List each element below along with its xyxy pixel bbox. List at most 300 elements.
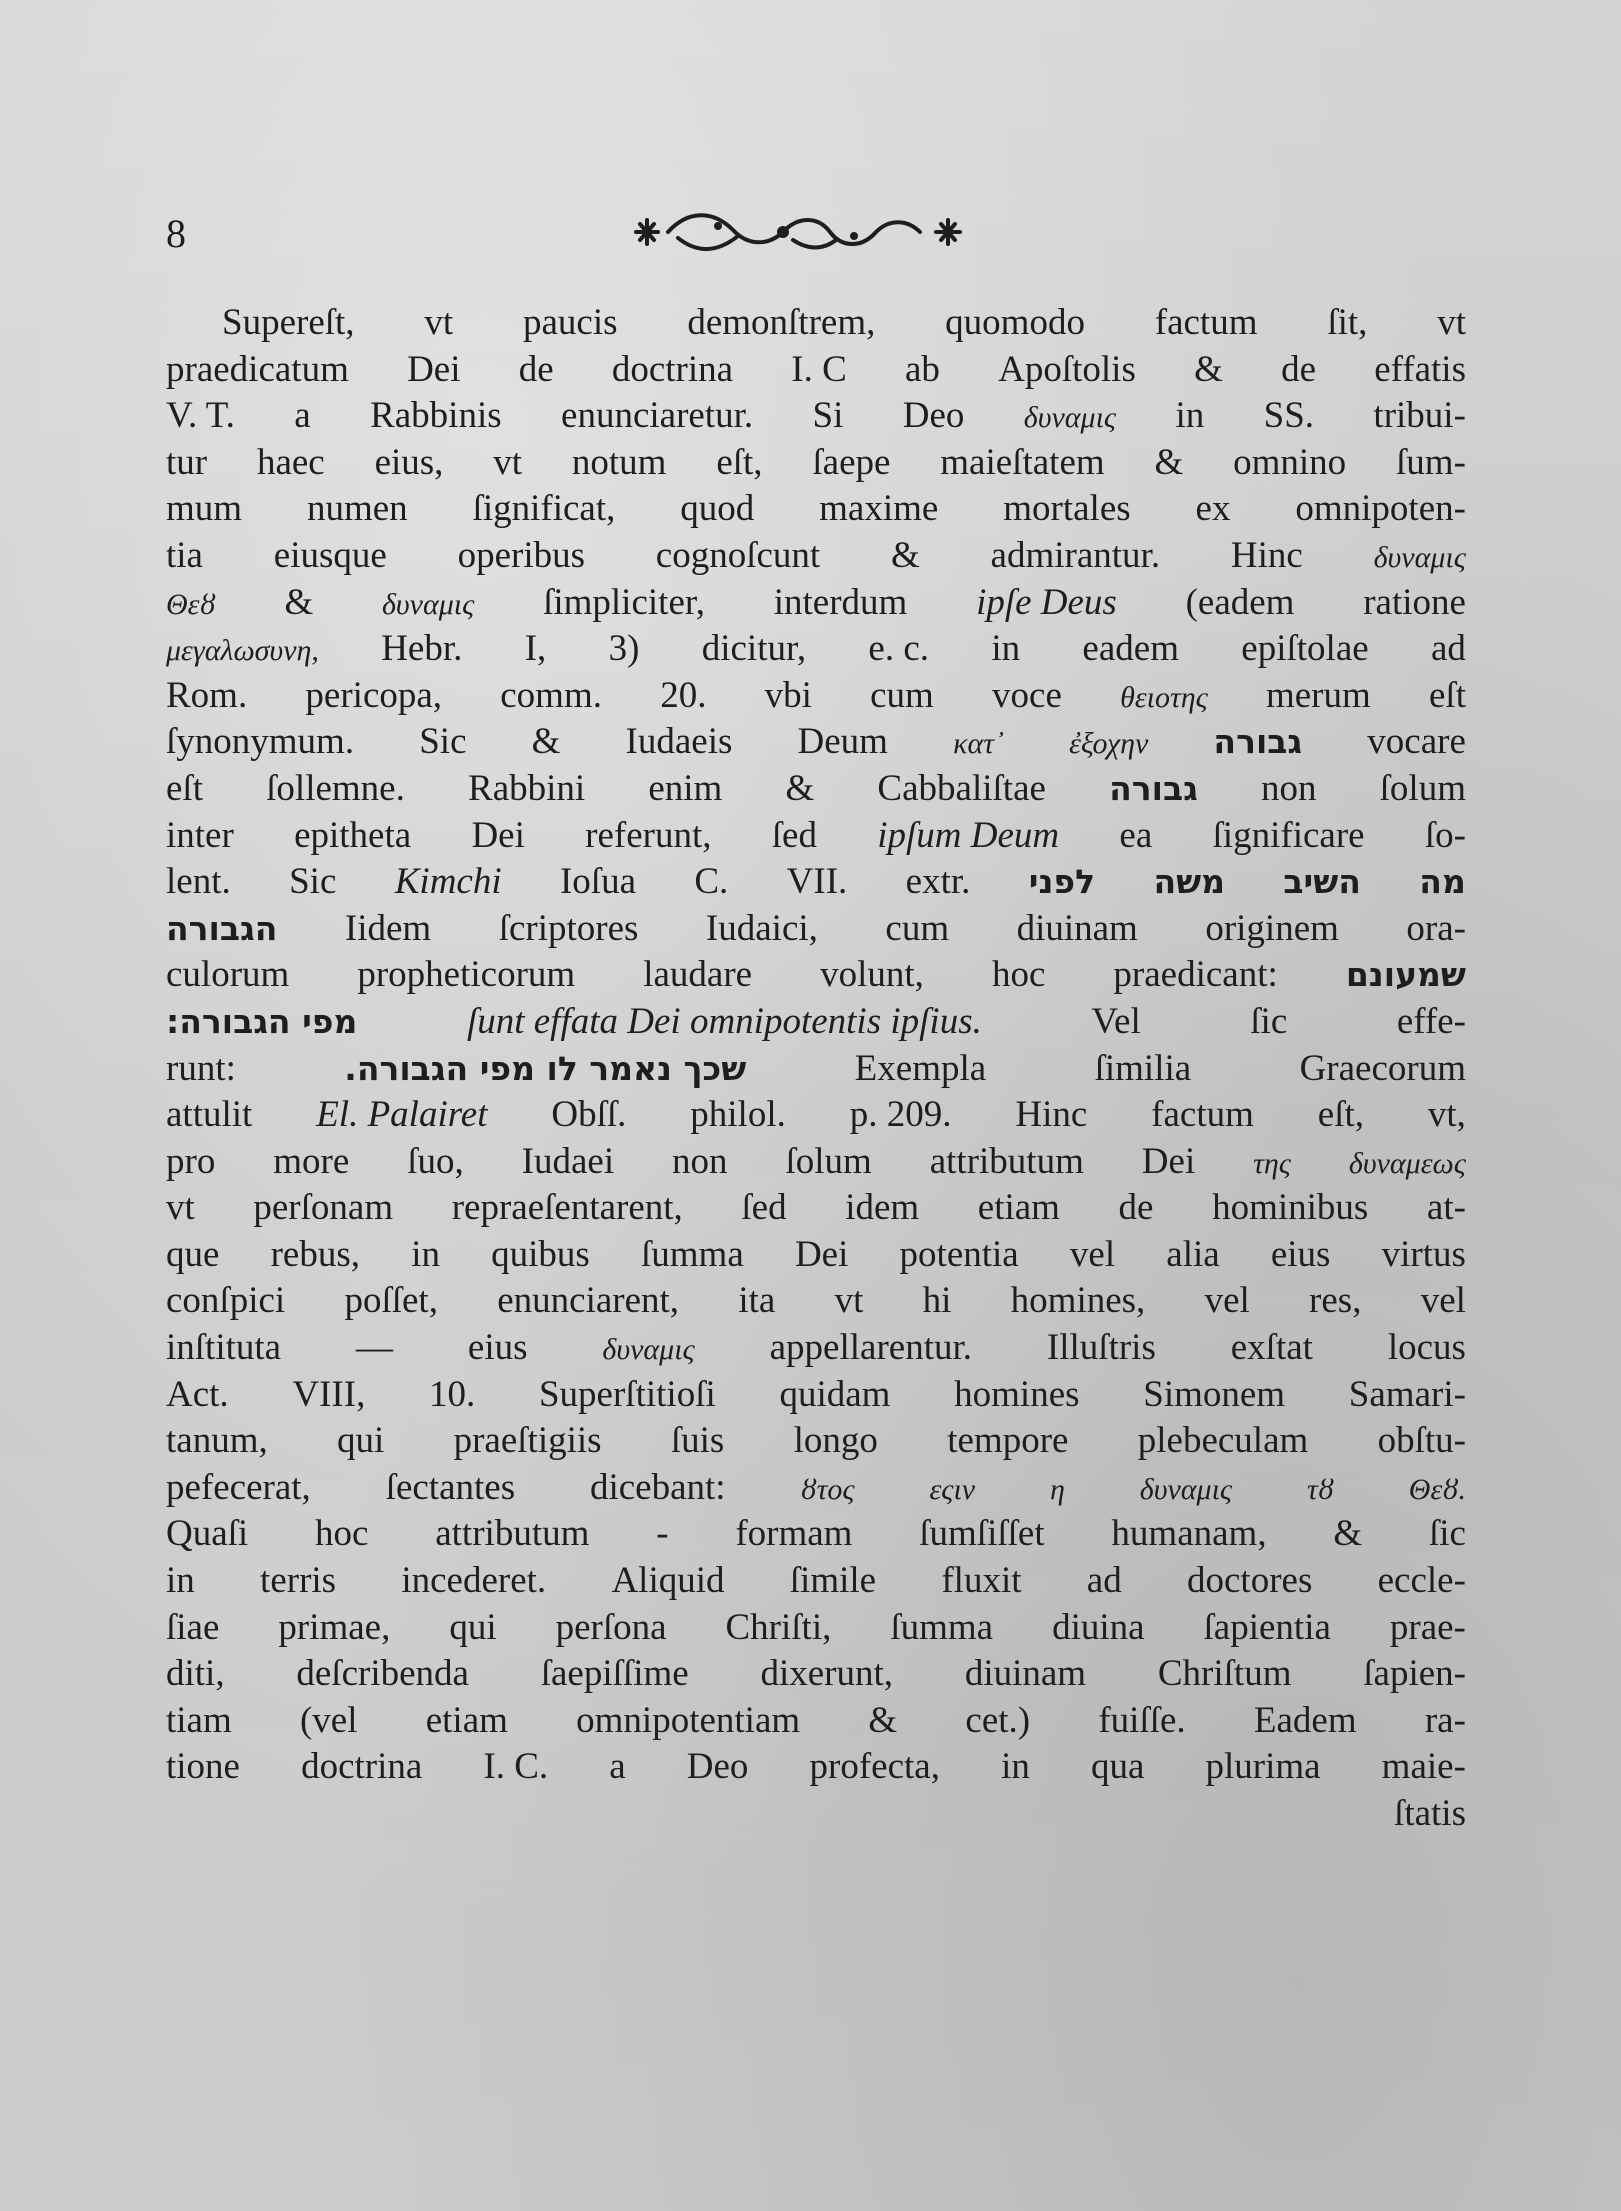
text-line	[166, 1465, 1466, 1512]
word: vt	[1437, 302, 1466, 343]
word: humanam,	[1111, 1513, 1267, 1555]
word: dicebant:	[589, 1466, 726, 1508]
word: volunt,	[820, 954, 924, 996]
word: alia	[1166, 1233, 1220, 1275]
word: at-	[1426, 1187, 1466, 1229]
word: comm.	[500, 674, 602, 716]
word: ſic	[1428, 1513, 1466, 1555]
word: ſynonymum.	[166, 721, 355, 763]
word: repraeſentarent,	[451, 1187, 683, 1229]
word: τȣ	[1306, 1472, 1334, 1506]
word: maie-	[1381, 1746, 1466, 1788]
word: eccle-	[1377, 1560, 1466, 1602]
word: Hinc	[1230, 534, 1303, 576]
text-line	[166, 533, 1466, 580]
word: diuinam	[1016, 907, 1138, 949]
word: 20.	[660, 674, 707, 716]
word: de	[1281, 348, 1316, 390]
word: non	[1260, 767, 1317, 809]
word: Graecorum	[1299, 1047, 1466, 1089]
word: maieſtatem	[940, 441, 1105, 483]
word: praeſtigiis	[453, 1420, 602, 1462]
word: eſt,	[1317, 1094, 1365, 1136]
word: —	[356, 1327, 393, 1369]
word: V. T.	[166, 395, 235, 437]
word: attulit	[166, 1094, 253, 1136]
word: operibus	[457, 534, 586, 576]
word: ſumma	[641, 1233, 744, 1275]
word: Superſtitioſi	[538, 1373, 716, 1415]
word: I. C	[791, 348, 847, 390]
text-line	[166, 1278, 1466, 1325]
word: exſtat	[1230, 1327, 1313, 1369]
word: hominibus	[1212, 1187, 1369, 1229]
word: doctrina	[611, 348, 734, 390]
text-line	[166, 300, 1466, 347]
word: vt	[834, 1280, 864, 1322]
word: Eadem	[1253, 1699, 1357, 1741]
word: &	[1154, 441, 1184, 483]
word: Vel	[1091, 1000, 1141, 1042]
word: eſt	[166, 767, 203, 809]
word: ex	[1195, 488, 1231, 530]
word: ipſum Deum	[877, 814, 1060, 856]
word: &	[531, 721, 561, 763]
word: Dei	[407, 348, 461, 390]
word: VII.	[786, 861, 848, 903]
word: vt,	[1427, 1094, 1466, 1136]
word: cum	[870, 674, 934, 716]
word: ſo-	[1424, 814, 1466, 856]
word: conſpici	[166, 1280, 286, 1322]
word: tanum,	[166, 1420, 268, 1462]
word: propheticorum	[357, 954, 576, 996]
word: Rabbini	[468, 767, 586, 809]
word: doctores	[1187, 1560, 1313, 1602]
word: Deum	[797, 721, 888, 763]
word: quod	[680, 488, 755, 530]
text-line	[166, 859, 1466, 906]
word: -	[656, 1513, 669, 1555]
word: inſtituta	[166, 1327, 282, 1369]
text-line	[166, 813, 1466, 860]
word: Deo	[686, 1746, 749, 1788]
word: ſignificare	[1212, 814, 1365, 856]
word: Iudaeis	[625, 721, 733, 763]
word: merum	[1265, 674, 1371, 716]
word: plebeculam	[1137, 1420, 1309, 1462]
word: C.	[694, 861, 729, 903]
word: ἐξοχην	[1069, 727, 1149, 761]
word: ſum-	[1396, 441, 1466, 483]
word: גבורה	[1213, 722, 1303, 762]
word: ſtatis	[1394, 1793, 1466, 1834]
word: I,	[524, 628, 547, 670]
word: לפני	[1028, 862, 1096, 902]
word: &	[868, 1699, 898, 1741]
word: in	[411, 1233, 440, 1275]
word: maxime	[819, 488, 939, 530]
word: 10.	[429, 1373, 476, 1415]
word: Iudaici,	[705, 907, 818, 949]
word: Rom.	[166, 674, 248, 716]
word: tribui-	[1373, 395, 1466, 437]
word: enunciarent,	[497, 1280, 680, 1322]
word: omnino	[1233, 441, 1347, 483]
word: inter	[166, 814, 234, 856]
word: poſſet,	[344, 1280, 438, 1322]
word: hoc	[991, 954, 1046, 996]
word: η	[1049, 1472, 1065, 1506]
word: mortales	[1003, 488, 1131, 530]
word: rebus,	[270, 1233, 361, 1275]
word: ſapientia	[1203, 1606, 1331, 1648]
word: ipſe Deus	[976, 581, 1117, 623]
word: δυναμις	[381, 587, 475, 621]
word: virtus	[1381, 1233, 1466, 1275]
text-line	[166, 1698, 1466, 1745]
word: primae,	[278, 1606, 391, 1648]
word: praedicant:	[1113, 954, 1278, 996]
word: ab	[904, 348, 940, 390]
word: a	[294, 395, 311, 437]
word: numen	[306, 488, 408, 530]
word: fluxit	[941, 1560, 1022, 1602]
text-line	[166, 486, 1466, 533]
word: hi	[922, 1280, 952, 1322]
word: ſimilia	[1094, 1047, 1192, 1089]
text-line	[166, 999, 1466, 1046]
word: מה	[1419, 862, 1466, 902]
word: vt	[166, 1187, 195, 1229]
text-line	[166, 719, 1466, 766]
word: mum	[166, 488, 243, 530]
text-line	[166, 1605, 1466, 1652]
text-line	[166, 1418, 1466, 1465]
word: in	[1001, 1746, 1030, 1788]
text-line	[166, 1325, 1466, 1372]
word: a	[609, 1746, 626, 1788]
word: ſit,	[1327, 302, 1368, 343]
word: μεγαλωσυνη,	[166, 634, 319, 668]
word: 3)	[608, 628, 640, 670]
word: δυναμις	[602, 1333, 695, 1367]
text-line	[166, 766, 1466, 813]
word: extr.	[905, 861, 971, 903]
word: hoc	[315, 1513, 369, 1555]
word: &	[284, 581, 314, 623]
word: Chriſtum	[1157, 1653, 1292, 1695]
word: de	[518, 348, 554, 390]
word: cognoſcunt	[655, 534, 821, 576]
word: tur	[166, 441, 208, 483]
word: Sic	[289, 861, 337, 903]
word: Quaſi	[166, 1513, 249, 1555]
text-line	[166, 1744, 1466, 1791]
word: in	[1175, 395, 1205, 437]
word: epitheta	[294, 814, 412, 856]
page-number: 8	[166, 211, 186, 256]
word: eius,	[374, 441, 444, 483]
word: p. 209.	[849, 1094, 952, 1136]
word: enunciaretur.	[561, 395, 754, 437]
text-line	[166, 1046, 1466, 1093]
word: ſignificat,	[472, 488, 616, 530]
word: Supereſt,	[222, 302, 355, 343]
word: vt	[424, 302, 454, 343]
word: השיב	[1283, 862, 1361, 902]
word: perſona	[555, 1606, 667, 1648]
word: homines	[954, 1373, 1080, 1415]
word: in	[991, 628, 1021, 670]
decorative-ornament	[618, 200, 978, 264]
word: גבורה	[1109, 768, 1198, 808]
body-text	[166, 300, 1466, 1838]
word: Dei	[1141, 1140, 1196, 1182]
word: ſolum	[1379, 767, 1466, 809]
word: Deo	[902, 395, 965, 437]
word: Cabbaliſtae	[877, 767, 1046, 809]
word: ſed	[741, 1187, 787, 1229]
word: vel	[1204, 1280, 1250, 1322]
word: etiam	[977, 1187, 1060, 1229]
word: vbi	[764, 674, 812, 716]
word: (vel	[299, 1699, 358, 1741]
word: notum	[571, 441, 667, 483]
word: ſaepiſſime	[540, 1653, 689, 1695]
word: originem	[1205, 907, 1339, 949]
word: ſiae	[166, 1606, 220, 1648]
word: eius	[1270, 1233, 1331, 1275]
word: quidam	[779, 1373, 891, 1415]
word: potentia	[899, 1233, 1019, 1275]
word: enim	[648, 767, 723, 809]
word: ſed	[771, 814, 817, 856]
word: tempore	[947, 1420, 1069, 1462]
word: perſonam	[253, 1187, 394, 1229]
word: θειοτης	[1120, 680, 1208, 714]
word: profecta,	[809, 1746, 940, 1788]
word: ſic	[1250, 1000, 1288, 1042]
word: idem	[845, 1187, 920, 1229]
word: Hebr.	[381, 628, 463, 670]
text-line	[166, 626, 1466, 673]
word: vel	[1420, 1280, 1466, 1322]
word: ſumma	[890, 1606, 994, 1648]
word: Θεȣ	[166, 587, 216, 621]
word: Ioſua	[559, 861, 637, 903]
word: factum	[1154, 302, 1258, 343]
word: ita	[738, 1280, 776, 1322]
text-line	[166, 580, 1466, 627]
word: Rabbinis	[370, 395, 502, 437]
word: Aliquid	[611, 1560, 725, 1602]
word: Illuſtris	[1046, 1327, 1156, 1369]
word: doctrina	[301, 1746, 423, 1788]
word: Apoſtolis	[998, 348, 1136, 390]
word: δυναμις	[1023, 401, 1117, 435]
word: qui	[337, 1420, 385, 1462]
word: ſuo,	[407, 1140, 464, 1182]
word: ſuis	[670, 1420, 725, 1462]
word: ſimpliciter,	[543, 581, 705, 623]
word: fuiſſe.	[1098, 1699, 1186, 1741]
word: voce	[992, 674, 1062, 716]
word: ſolum	[785, 1140, 872, 1182]
word: Simonem	[1143, 1373, 1286, 1415]
word: que	[166, 1233, 220, 1275]
word: laudare	[643, 954, 753, 996]
word: locus	[1387, 1327, 1466, 1369]
word: philol.	[690, 1094, 786, 1136]
word: Kimchi	[394, 861, 502, 903]
word: SS.	[1263, 395, 1315, 437]
word: &	[785, 767, 815, 809]
word: Exempla	[854, 1047, 987, 1089]
word: cet.)	[965, 1699, 1031, 1741]
text-line	[166, 440, 1466, 487]
word: dixerunt,	[760, 1653, 894, 1695]
text-line	[166, 1651, 1466, 1698]
word: haec	[256, 441, 325, 483]
word: משה	[1153, 862, 1226, 902]
word: pefecerat,	[166, 1466, 311, 1508]
word: מפי הגבורה:	[166, 1001, 358, 1041]
word: Chriſti,	[725, 1606, 832, 1648]
word: epiſtolae	[1241, 628, 1369, 670]
word: ora-	[1406, 907, 1466, 949]
text-line	[166, 1558, 1466, 1605]
text-line	[166, 1511, 1466, 1558]
word: שמעונם	[1345, 955, 1466, 995]
word: incederet.	[401, 1560, 547, 1602]
word: Dei	[794, 1233, 849, 1275]
word: El. Palairet	[316, 1094, 488, 1136]
word: eiusque	[273, 534, 387, 576]
word: ſunt effata Dei omnipotentis ipſius.	[466, 1000, 982, 1042]
word: eadem	[1082, 628, 1179, 670]
word: ratione	[1363, 581, 1466, 623]
word: δυναμεως	[1348, 1146, 1466, 1180]
word: ſaepe	[812, 441, 891, 483]
word: ad	[1430, 628, 1466, 670]
word: Iidem	[344, 907, 432, 949]
word: runt:	[166, 1047, 236, 1089]
word: ſumſiſſet	[919, 1513, 1045, 1555]
word: deſcribenda	[296, 1653, 469, 1695]
word: vt	[493, 441, 523, 483]
word: eius	[467, 1327, 528, 1369]
word: pericopa,	[305, 674, 443, 716]
word: diuinam	[964, 1653, 1087, 1695]
word: lent.	[166, 861, 231, 903]
word: Si	[812, 395, 844, 437]
text-line	[166, 673, 1466, 720]
text-line	[166, 1232, 1466, 1279]
word: vel	[1069, 1233, 1116, 1275]
word: de	[1118, 1187, 1154, 1229]
word: effatis	[1374, 348, 1466, 390]
word: appellarentur.	[769, 1327, 973, 1369]
word: Act.	[166, 1373, 229, 1415]
word: ſcriptores	[498, 907, 639, 949]
word: ea	[1119, 814, 1153, 856]
word: etiam	[425, 1699, 508, 1741]
word: qui	[449, 1606, 497, 1648]
word: tione	[166, 1746, 240, 1788]
word: formam	[735, 1513, 853, 1555]
word: eſt	[1429, 674, 1466, 716]
word: admirantur.	[990, 534, 1161, 576]
word: ſimile	[789, 1560, 877, 1602]
word: demonſtrem,	[687, 302, 876, 343]
word: Dei	[471, 814, 525, 856]
word: שכך נאמר לו מפי הגבורה.	[344, 1048, 747, 1088]
word: tia	[166, 534, 203, 576]
text-line	[166, 1791, 1466, 1838]
text-line	[166, 1372, 1466, 1419]
text-line	[166, 952, 1466, 999]
word: Iudaei	[521, 1140, 615, 1182]
word: non	[672, 1140, 728, 1182]
word: της	[1253, 1146, 1291, 1180]
word: ȣτος	[800, 1472, 855, 1506]
word: &	[1333, 1513, 1363, 1555]
word: diuina	[1052, 1606, 1145, 1648]
word: Sic	[419, 721, 467, 763]
word: prae-	[1389, 1606, 1466, 1648]
word: ſectantes	[385, 1466, 516, 1508]
word: cum	[885, 907, 950, 949]
word: Θεȣ.	[1408, 1472, 1466, 1506]
word: ad	[1086, 1560, 1122, 1602]
word: δυναμις	[1373, 540, 1466, 574]
word: Hinc	[1015, 1094, 1088, 1136]
word: ſapien-	[1363, 1653, 1466, 1695]
word: attributum	[929, 1140, 1084, 1182]
word: more	[273, 1140, 350, 1182]
word: (eadem	[1185, 581, 1295, 623]
word: quomodo	[945, 302, 1085, 343]
word: pro	[166, 1140, 216, 1182]
word: הגבורה	[166, 908, 278, 948]
word: &	[1194, 348, 1223, 390]
word: referunt,	[585, 814, 712, 856]
text-line	[166, 347, 1466, 394]
word: εςιν	[929, 1472, 976, 1506]
word: qua	[1090, 1746, 1145, 1788]
word: δυναμις	[1139, 1472, 1233, 1506]
word: in	[166, 1560, 195, 1602]
word: Samari-	[1348, 1373, 1466, 1415]
word: homines,	[1010, 1280, 1146, 1322]
word: eſt,	[716, 441, 763, 483]
word: interdum	[773, 581, 908, 623]
word: effe-	[1396, 1000, 1466, 1042]
word: dicitur,	[701, 628, 807, 670]
word: omnipoten-	[1295, 488, 1466, 530]
word: Obſſ.	[551, 1094, 627, 1136]
word: terris	[260, 1560, 337, 1602]
word: ſollemne.	[266, 767, 405, 809]
text-line	[166, 393, 1466, 440]
word: longo	[793, 1420, 878, 1462]
word: e. c.	[868, 628, 930, 670]
word: paucis	[522, 302, 618, 343]
word: obſtu-	[1377, 1420, 1466, 1462]
word: VIII,	[292, 1373, 366, 1415]
word: factum	[1151, 1094, 1254, 1136]
